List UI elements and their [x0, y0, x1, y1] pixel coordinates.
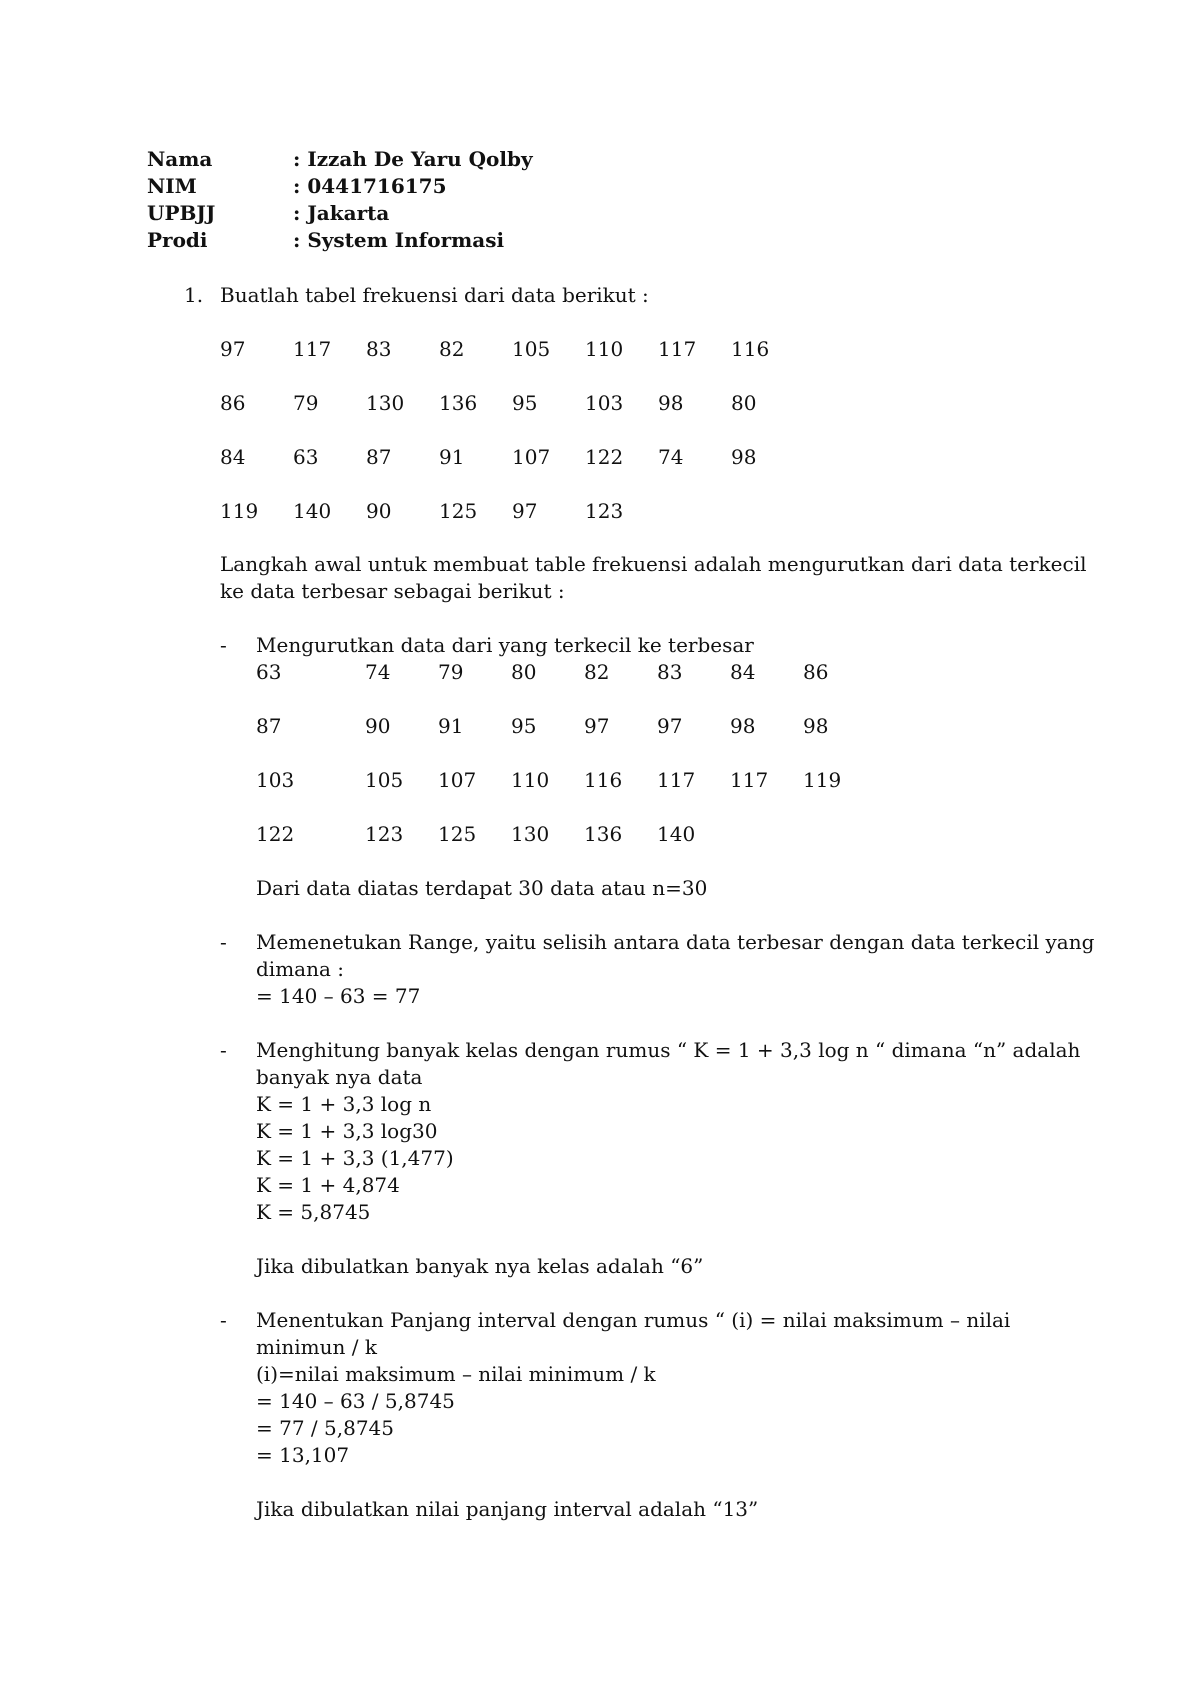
sorted-data-row: [256, 713, 876, 767]
classes-result: Jika dibulatkan banyak nya kelas adalah “6”: [256, 1254, 704, 1278]
data-value: 105: [512, 337, 551, 361]
raw-data-row: [220, 390, 804, 444]
question-number: 1.: [184, 283, 204, 307]
data-value: 95: [511, 714, 537, 738]
question-line: [184, 282, 649, 309]
step-sort-title: Mengurutkan data dari yang terkecil ke terbesar: [256, 633, 754, 657]
data-value: 91: [438, 714, 464, 738]
step-interval: [256, 1307, 1010, 1469]
interval-line: minimun / k: [256, 1335, 377, 1359]
data-value: 123: [365, 822, 404, 846]
sorted-data-row: [256, 821, 876, 875]
data-value: 119: [220, 499, 259, 523]
bullet-dash: -: [220, 633, 227, 657]
data-value: 110: [511, 768, 550, 792]
interval-calc: = 140 – 63 / 5,8745: [256, 1389, 455, 1413]
data-value: 110: [585, 337, 624, 361]
data-value: 130: [366, 391, 405, 415]
interval-calc: = 13,107: [256, 1443, 350, 1467]
step-range: [256, 929, 1094, 1010]
info-value: : 0441716175: [293, 174, 447, 198]
bullet-dash: -: [220, 1308, 227, 1332]
info-label: UPBJJ: [147, 201, 216, 225]
info-row-prodi: [147, 227, 533, 254]
interval-result: Jika dibulatkan nilai panjang interval adalah “13”: [256, 1497, 759, 1521]
sorted-data-row: [256, 767, 876, 821]
data-value: 84: [220, 445, 246, 469]
range-line: dimana :: [256, 957, 344, 981]
step-sort-summary: Dari data diatas terdapat 30 data atau n=30: [256, 876, 708, 900]
data-value: 74: [365, 660, 391, 684]
data-value: 98: [731, 445, 757, 469]
bullet-dash: -: [220, 1038, 227, 1062]
raw-data-row: [220, 498, 804, 552]
data-value: 80: [731, 391, 757, 415]
data-value: 90: [366, 499, 392, 523]
data-value: 103: [585, 391, 624, 415]
info-label: Nama: [147, 147, 213, 171]
data-value: 80: [511, 660, 537, 684]
data-value: 91: [439, 445, 465, 469]
data-value: 87: [256, 714, 282, 738]
data-value: 117: [657, 768, 696, 792]
data-value: 98: [803, 714, 829, 738]
raw-data-grid: [220, 336, 804, 552]
data-value: 107: [438, 768, 477, 792]
data-value: 122: [256, 822, 295, 846]
info-row-upbjj: [147, 200, 533, 227]
data-value: 125: [439, 499, 478, 523]
bullet-dash: -: [220, 930, 227, 954]
intro-line: ke data terbesar sebagai berikut :: [220, 579, 565, 603]
interval-line: Menentukan Panjang interval dengan rumus “ (i) = nilai maksimum – nilai: [256, 1308, 1011, 1332]
data-value: 125: [438, 822, 477, 846]
intro-line: Langkah awal untuk membuat table frekuensi adalah mengurutkan dari data terkecil: [220, 552, 1087, 576]
step-classes: [256, 1037, 1080, 1226]
data-value: 74: [658, 445, 684, 469]
data-value: 86: [803, 660, 829, 684]
data-value: 87: [366, 445, 392, 469]
info-value: : Jakarta: [293, 201, 390, 225]
info-value: : Izzah De Yaru Qolby: [293, 147, 533, 171]
raw-data-row: [220, 336, 804, 390]
data-value: 97: [584, 714, 610, 738]
classes-calc: K = 5,8745: [256, 1200, 371, 1224]
data-value: 97: [512, 499, 538, 523]
data-value: 63: [293, 445, 319, 469]
question-text: Buatlah tabel frekuensi dari data berikut :: [220, 283, 649, 307]
data-value: 83: [657, 660, 683, 684]
data-value: 123: [585, 499, 624, 523]
data-value: 136: [584, 822, 623, 846]
data-value: 140: [293, 499, 332, 523]
data-value: 82: [584, 660, 610, 684]
data-value: 117: [293, 337, 332, 361]
student-info: [147, 146, 533, 254]
raw-data-row: [220, 444, 804, 498]
info-row-nim: [147, 173, 533, 200]
data-value: 97: [657, 714, 683, 738]
data-value: 84: [730, 660, 756, 684]
data-value: 117: [730, 768, 769, 792]
data-value: 103: [256, 768, 295, 792]
data-value: 95: [512, 391, 538, 415]
data-value: 119: [803, 768, 842, 792]
classes-calc: K = 1 + 3,3 log n: [256, 1092, 432, 1116]
data-value: 79: [293, 391, 319, 415]
info-label: Prodi: [147, 228, 208, 252]
data-value: 105: [365, 768, 404, 792]
data-value: 63: [256, 660, 282, 684]
info-row-nama: [147, 146, 533, 173]
sorted-data-grid: [256, 659, 876, 875]
range-calc: = 140 – 63 = 77: [256, 984, 421, 1008]
interval-calc: = 77 / 5,8745: [256, 1416, 394, 1440]
intro-paragraph: [220, 551, 1087, 605]
data-value: 82: [439, 337, 465, 361]
data-value: 83: [366, 337, 392, 361]
data-value: 107: [512, 445, 551, 469]
classes-calc: K = 1 + 4,874: [256, 1173, 400, 1197]
interval-calc: (i)=nilai maksimum – nilai minimum / k: [256, 1362, 656, 1386]
sorted-data-row: [256, 659, 876, 713]
classes-line: banyak nya data: [256, 1065, 423, 1089]
data-value: 97: [220, 337, 246, 361]
data-value: 86: [220, 391, 246, 415]
classes-calc: K = 1 + 3,3 (1,477): [256, 1146, 454, 1170]
data-value: 90: [365, 714, 391, 738]
classes-line: Menghitung banyak kelas dengan rumus “ K = 1 + 3,3 log n “ dimana “n” adalah: [256, 1038, 1081, 1062]
data-value: 98: [730, 714, 756, 738]
data-value: 98: [658, 391, 684, 415]
range-line: Memenetukan Range, yaitu selisih antara data terbesar dengan data terkecil yang: [256, 930, 1095, 954]
data-value: 136: [439, 391, 478, 415]
data-value: 116: [584, 768, 623, 792]
data-value: 140: [657, 822, 696, 846]
data-value: 117: [658, 337, 697, 361]
classes-calc: K = 1 + 3,3 log30: [256, 1119, 438, 1143]
info-label: NIM: [147, 174, 197, 198]
data-value: 122: [585, 445, 624, 469]
data-value: 79: [438, 660, 464, 684]
data-value: 116: [731, 337, 770, 361]
info-value: : System Informasi: [293, 228, 505, 252]
data-value: 130: [511, 822, 550, 846]
